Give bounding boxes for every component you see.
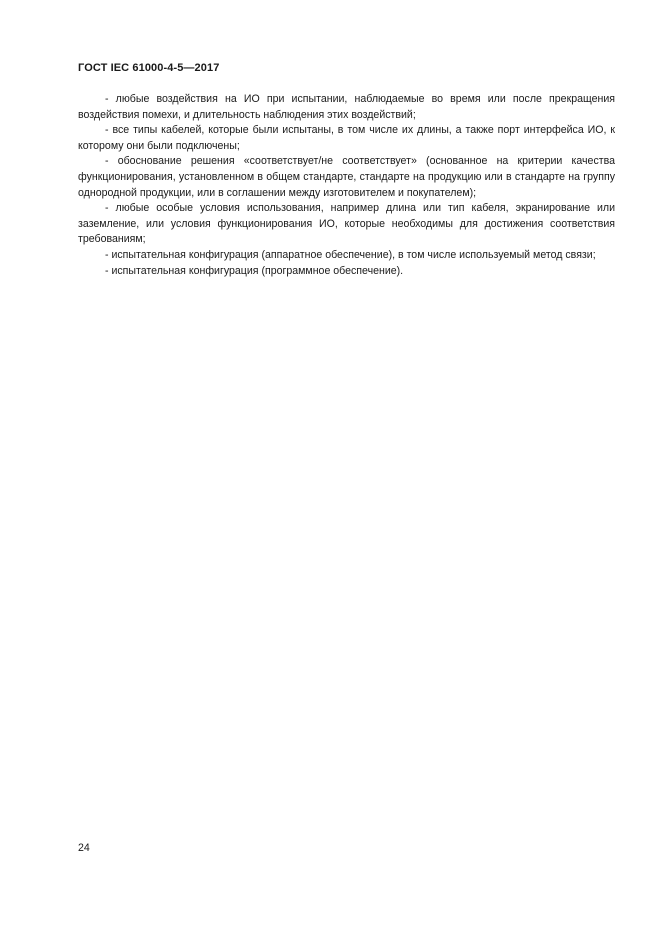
list-item: - любые воздействия на ИО при испытании, наблюдаемые во время или после прекращения воздействия помехи, и длительность наблюдения этих воздействий; [78,93,615,121]
list-item: - обоснование решения «соответствует/не соответствует» (основанное на критерии качества функционирования, установленном в общем стандарте, стандарте на продукцию или в стандарте на группу однородной продукции, или в соглашении между изготовителем и покупателем); [78,155,615,199]
list-item: - любые особые условия использования, например длина или тип кабеля, экранирование или заземление, или условия функционирования ИО, которые необходимы для достижения соответствия требованиям; [78,202,615,246]
list-item: - все типы кабелей, которые были испытаны, в том числе их длины, а также порт интерфейса ИО, к которому они были подключены; [78,124,615,152]
report-items-list [78,92,615,279]
page-number: 24 [78,842,90,854]
list-item: - испытательная конфигурация (аппаратное обеспечение), в том числе используемый метод связи; [105,248,596,261]
page-header: ГОСТ IEC 61000-4-5—2017 [78,62,220,74]
list-item: - испытательная конфигурация (программное обеспечение). [105,264,404,277]
